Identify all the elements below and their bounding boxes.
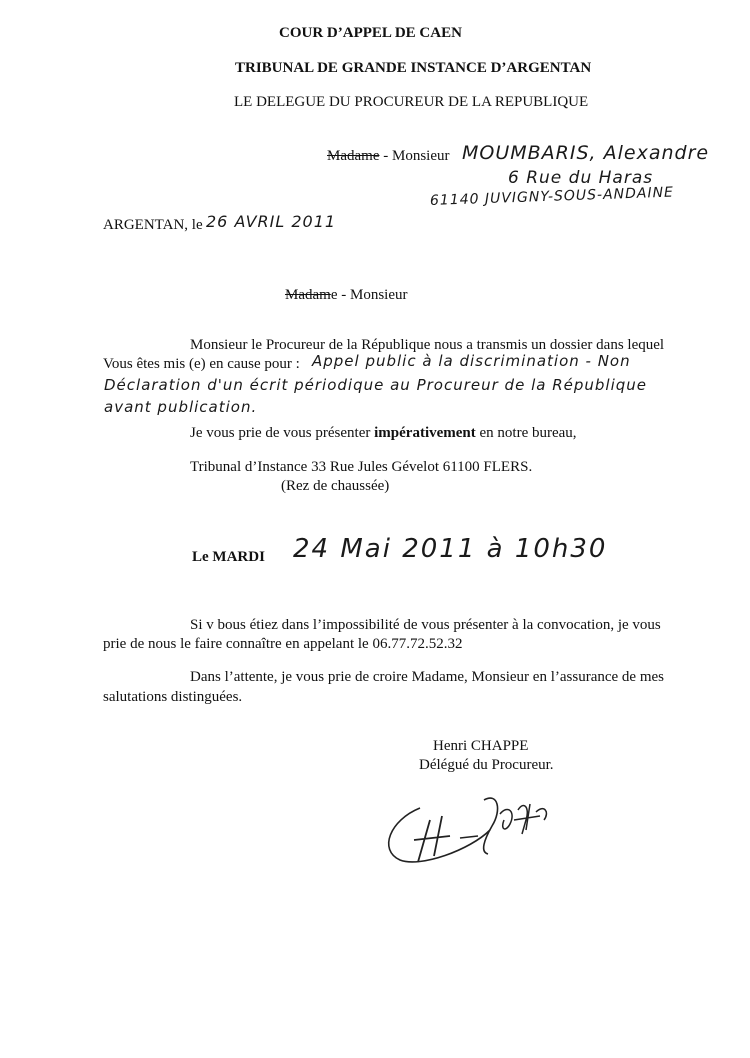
present-post: en notre bureau, [475,425,577,441]
greeting-struck: Madam [285,287,331,303]
cause-handwritten-1: Appel public à la discrimination - Non [312,352,631,370]
present-pre: Je vous prie de vous présenter [190,425,375,441]
signatory-name: Henri CHAPPE [433,738,529,754]
salutation-struck: Madame [327,148,380,164]
appointment-date: 24 Mai 2011 à 10h30 [293,534,608,564]
recipient-salutation [327,148,449,165]
place-label: ARGENTAN, le [103,217,203,233]
delegate-heading: LE DELEGUE DU PROCUREUR DE LA REPUBLIQUE [234,94,589,110]
appointment-label: Le MARDI [192,549,265,565]
body-line-2: Vous êtes mis (e) en cause pour : [103,356,300,372]
address-note: (Rez de chaussée) [281,478,390,494]
recipient-city: 61140 JUVIGNY-SOUS-ANDAINE [429,184,675,209]
letter-date: 26 AVRIL 2011 [206,212,337,231]
present-bold: impérativement [374,425,476,441]
court-heading: COUR D’APPEL DE CAEN [279,25,462,41]
greeting [285,287,407,304]
body-present [190,425,577,442]
salutation-rest: - Monsieur [379,148,450,164]
signatory-title: Délégué du Procureur. [419,757,554,773]
tribunal-address: Tribunal d’Instance 33 Rue Jules Gévelot 61100 FLERS. [190,459,533,475]
closing-line-1: Si v bous étiez dans l’impossibilité de vous présenter à la convocation, je vous [190,617,661,633]
closing-line-3: Dans l’attente, je vous prie de croire Madame, Monsieur en l’assurance de mes [190,669,664,685]
handwritten-signature [380,790,560,870]
greeting-rest: e - Monsieur [330,287,408,303]
cause-handwritten-3: avant publication. [104,398,258,416]
body-line-1: Monsieur le Procureur de la République nous a transmis un dossier dans lequel [190,337,665,353]
closing-line-2: prie de nous le faire connaître en appelant le 06.77.72.52.32 [103,636,463,652]
recipient-street: 6 Rue du Haras [508,168,654,188]
recipient-name: MOUMBARIS, Alexandre [462,142,710,164]
tribunal-heading: TRIBUNAL DE GRANDE INSTANCE D’ARGENTAN [235,60,592,76]
closing-line-4: salutations distinguées. [103,689,243,705]
cause-handwritten-2: Déclaration d'un écrit périodique au Procureur de la République [104,376,647,394]
